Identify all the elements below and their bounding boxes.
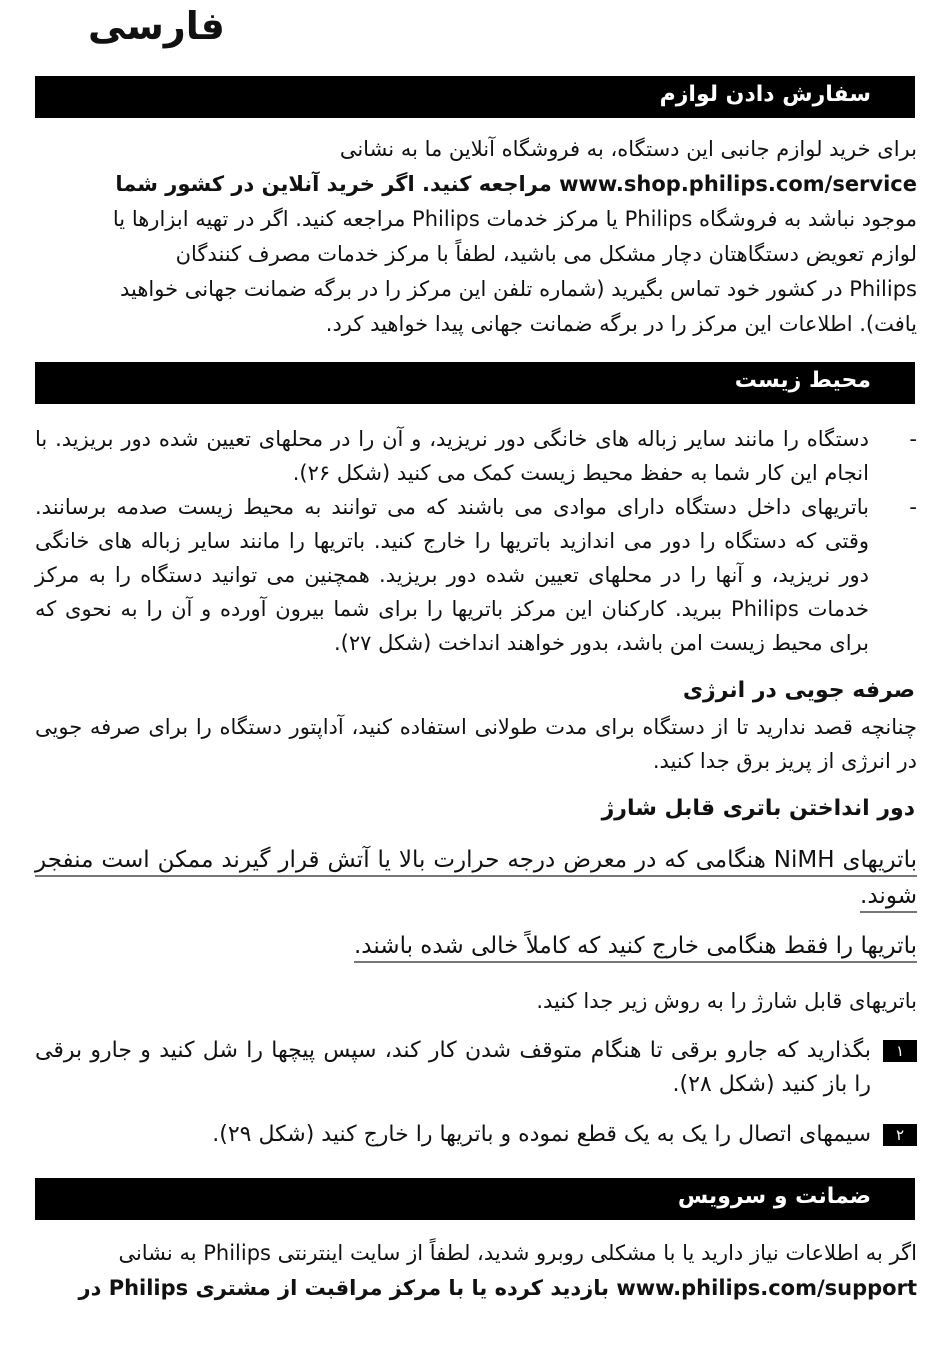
warning-text: باتریهای NiMH هنگامی که در معرض درجه حرارت بالا یا آتش قرار گیرند ممکن است منفجر شوند. [35, 847, 917, 913]
battery-warning [35, 928, 917, 964]
section-header-environment [35, 362, 915, 404]
text-line: اگر به اطلاعات نیاز دارید یا با مشکلی روبرو شدید، لطفاً از سایت اینترنتی Philips به نشانی [118, 1241, 917, 1265]
text-line: Philips در کشور خود تماس بگیرید (شماره تلفن این مرکز را در برگه ضمانت جهانی خواهید [120, 277, 917, 301]
section-title: ضمانت و سرویس [677, 1184, 871, 1209]
text-line: www.philips.com/support بازدید کرده یا با مرکز مراقبت از مشتری Philips در [78, 1276, 917, 1300]
battery-heading: دور انداختن باتری قابل شارژ [601, 796, 915, 821]
text-line: www.shop.philips.com/service مراجعه کنید. اگر خرید آنلاین در کشور شما [115, 172, 917, 196]
section-header-ordering [35, 76, 915, 118]
text-line: یافت). اطلاعات این مرکز را در برگه ضمانت جهانی پیدا خواهید کرد. [325, 312, 917, 336]
step-number: ۱ [883, 1040, 917, 1062]
step-item [35, 1034, 917, 1102]
page-title: فارسی [88, 4, 225, 48]
list-item [35, 490, 917, 660]
bullet-text: دستگاه را مانند سایر زباله های خانگی دور نریزید، و آن را در محلهای تعیین شده دور بریزید. با انجام این کار شما به حفظ محیط زیست کمک می کنید (شکل ۲۶). [35, 427, 869, 485]
step-text: سیمهای اتصال را یک به یک قطع نموده و باتریها را خارج کنید (شکل ۲۹). [212, 1122, 871, 1147]
warning-text: باتریها را فقط هنگامی خارج کنید که کاملاً خالی شده باشند. [354, 933, 917, 963]
warranty-paragraph [35, 1236, 917, 1306]
energy-text: چنانچه قصد ندارید تا از دستگاه برای مدت طولانی استفاده کنید، آداپتور دستگاه را برای صرفه جویی در انرژی از پریز برق جدا کنید. [35, 715, 917, 773]
energy-heading: صرفه جویی در انرژی [682, 678, 915, 703]
bullet-dash: - [909, 495, 917, 519]
text-line: موجود نباشد به فروشگاه Philips یا مرکز خدمات Philips مراجعه کنید. اگر در تهیه ابزارها یا [112, 207, 917, 231]
section-title: محیط زیست [734, 368, 871, 393]
text-line: برای خرید لوازم جانبی این دستگاه، به فروشگاه آنلاین ما به نشانی [339, 137, 917, 161]
step-text: بگذارید که جارو برقی تا هنگام متوقف شدن کار کند، سپس پیچها را شل کنید و جارو برقی را باز کنید (شکل ۲۸). [35, 1038, 871, 1097]
bullet-dash: - [909, 427, 917, 451]
bullet-text: باتریهای داخل دستگاه دارای موادی می باشند که می توانند به محیط زیست صدمه برسانند. وقتی که دستگاه را دور می اندازید باتریها را خارج کنید. باتریها را مانند سایر زباله های خانگی دور نریزید، و آنها را در محلهای تعیین شده دور بریزید. همچنین می توانید دستگاه را به مرکز خدمات Philips ببرید. کارکنان این مرکز باتریها را برای شما بیرون آورده و آن را به نحوی که برای محیط زیست امن باشد، بدور خواهند انداخت (شکل ۲۷). [35, 495, 869, 655]
battery-intro: باتریهای قابل شارژ را به روش زیر جدا کنید. [536, 989, 917, 1013]
ordering-paragraph [35, 132, 917, 342]
battery-warning [35, 842, 917, 914]
text-line: لوازم تعویض دستگاهتان دچار مشکل می باشید، لطفاً با مرکز خدمات مصرف کنندگان [175, 242, 917, 266]
section-title: سفارش دادن لوازم [659, 82, 871, 107]
step-item [35, 1118, 917, 1152]
section-header-warranty [35, 1178, 915, 1220]
step-number: ۲ [883, 1124, 917, 1146]
list-item [35, 422, 917, 490]
